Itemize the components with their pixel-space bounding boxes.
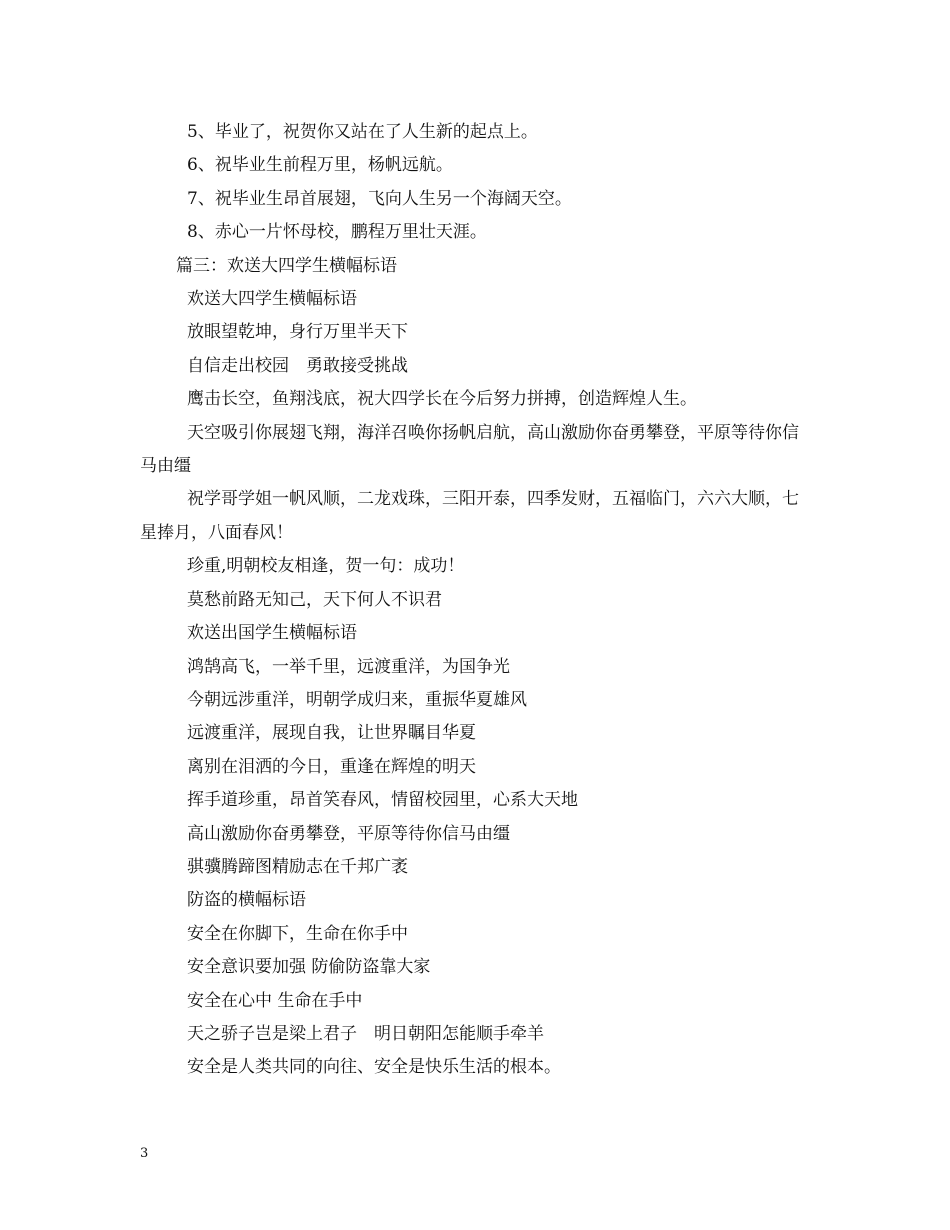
paragraph-line: 欢送大四学生横幅标语 bbox=[187, 289, 357, 310]
paragraph-line: 安全是人类共同的向往、安全是快乐生活的根本。 bbox=[187, 1057, 561, 1078]
paragraph-line: 8、赤心一片怀母校，鹏程万里壮天涯。 bbox=[187, 222, 487, 243]
paragraph-line: 鸿鹄高飞，一举千里，远渡重洋，为国争光 bbox=[187, 656, 510, 677]
paragraph-line: 今朝远涉重洋，明朝学成归来，重振华夏雄风 bbox=[187, 689, 527, 710]
paragraph-line: 自信走出校园 勇敢接受挑战 bbox=[187, 355, 408, 376]
paragraph-line: 莫愁前路无知己，天下何人不识君 bbox=[187, 589, 442, 610]
paragraph-line: 7、祝毕业生昂首展翅，飞向人生另一个海阔天空。 bbox=[187, 188, 572, 209]
paragraph-line: 挥手道珍重，昂首笑春风，情留校园里，心系大天地 bbox=[187, 790, 578, 811]
paragraph-line: 放眼望乾坤，身行万里半天下 bbox=[187, 322, 408, 343]
paragraph-line: 远渡重洋，展现自我，让世界瞩目华夏 bbox=[187, 723, 476, 744]
paragraph-line: 安全在心中 生命在手中 bbox=[187, 990, 363, 1011]
paragraph-line: 骐骥腾蹄图精励志在千邦广袤 bbox=[187, 856, 408, 877]
paragraph-line: 篇三：欢送大四学生横幅标语 bbox=[176, 255, 397, 276]
paragraph-line: 天之骄子岂是梁上君子 明日朝阳怎能顺手牵羊 bbox=[187, 1023, 544, 1044]
paragraph-line: 鹰击长空，鱼翔浅底，祝大四学长在今后努力拼搏，创造辉煌人生。 bbox=[187, 389, 697, 410]
paragraph-line: 天空吸引你展翅飞翔，海洋召唤你扬帆启航，高山激励你奋勇攀登，平原等待你信马由缰 bbox=[140, 422, 799, 477]
paragraph-line: 欢送出国学生横幅标语 bbox=[187, 623, 357, 644]
paragraph-line: 安全意识要加强 防偷防盗靠大家 bbox=[187, 957, 431, 978]
paragraph-line: 祝学哥学姐一帆风顺，二龙戏珠，三阳开泰，四季发财，五福临门，六六大顺，七星捧月，八面春风！ bbox=[140, 489, 799, 543]
paragraph-line: 高山激励你奋勇攀登，平原等待你信马由缰 bbox=[187, 823, 510, 844]
paragraph-line: 离别在泪洒的今日，重逢在辉煌的明天 bbox=[187, 756, 476, 777]
page-number: 3 bbox=[140, 1146, 149, 1161]
paragraph-line: 6、祝毕业生前程万里，杨帆远航。 bbox=[187, 155, 453, 176]
paragraph-line: 安全在你脚下，生命在你手中 bbox=[187, 923, 408, 944]
paragraph-line: 5、毕业了，祝贺你又站在了人生新的起点上。 bbox=[187, 122, 538, 142]
paragraph-line: 珍重,明朝校友相逢，贺一句：成功！ bbox=[187, 556, 465, 577]
document-body bbox=[140, 116, 812, 1085]
paragraph-line: 防盗的横幅标语 bbox=[187, 890, 306, 911]
